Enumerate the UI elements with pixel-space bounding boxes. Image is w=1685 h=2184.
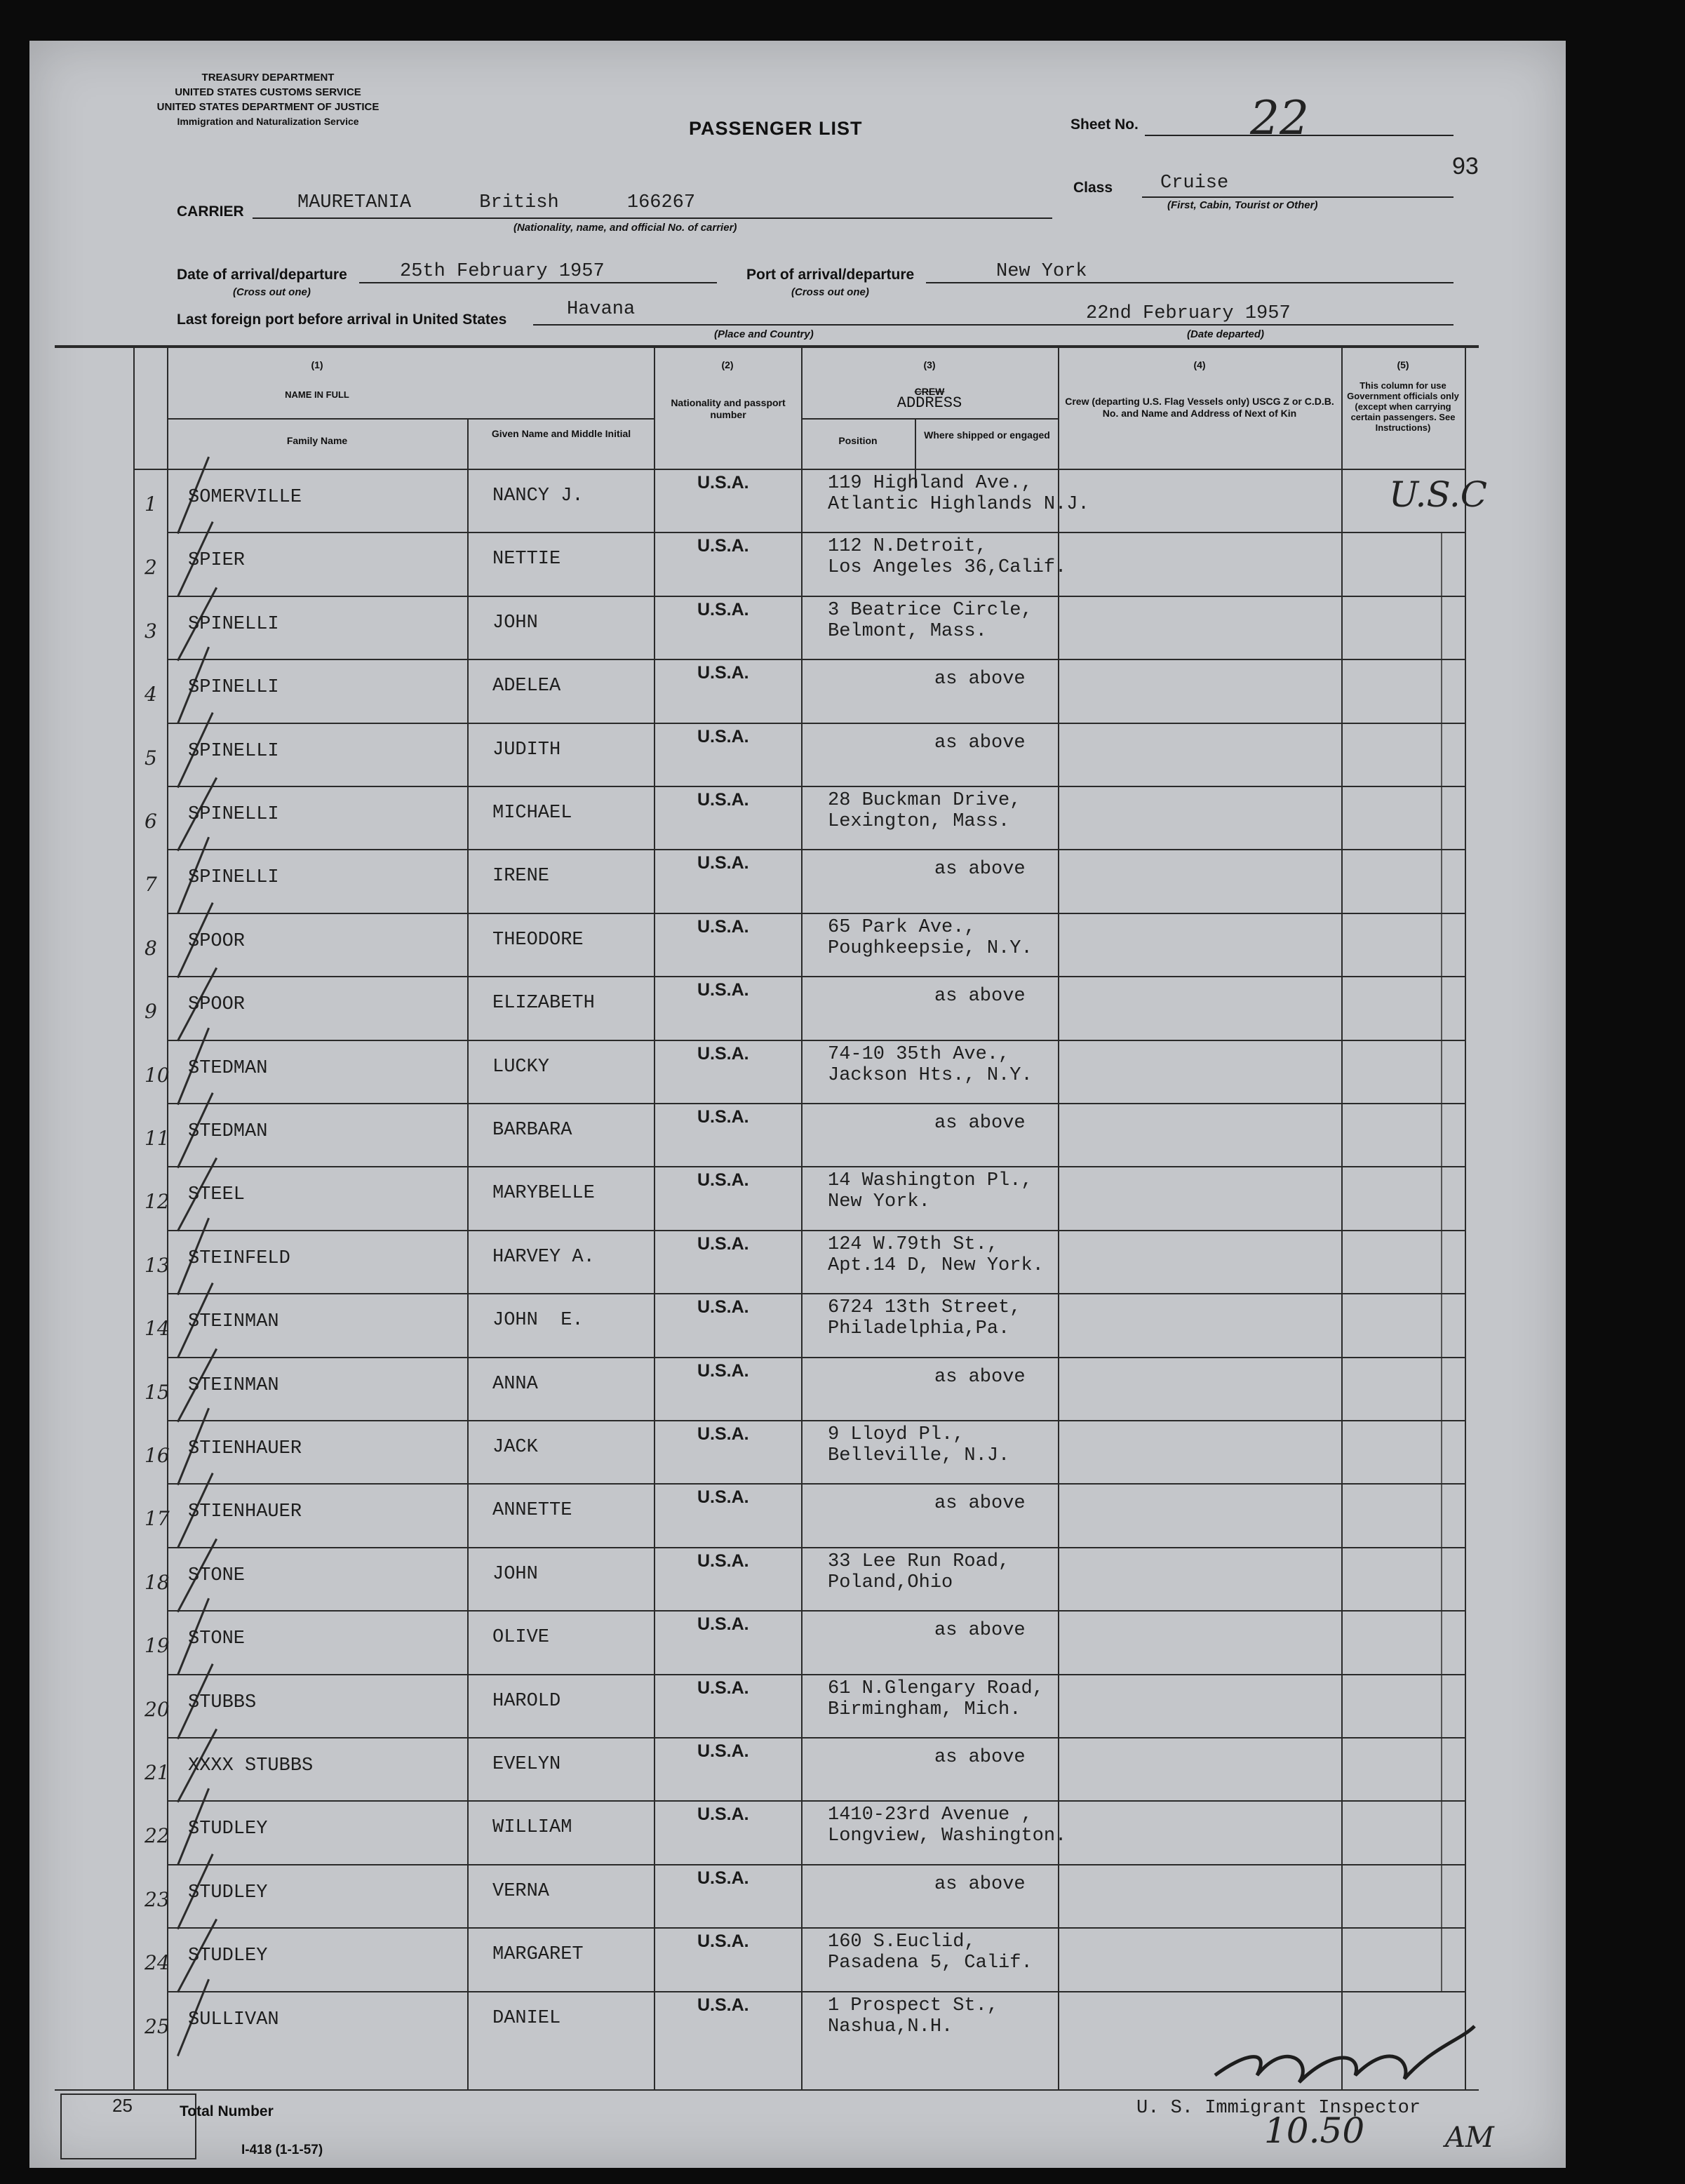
col-position: Position — [838, 435, 878, 446]
port-underline — [926, 282, 1454, 283]
last-port-note: (Place and Country) — [714, 328, 814, 340]
row-rule — [167, 723, 1465, 724]
nationality: U.S.A. — [697, 1804, 749, 1825]
family-name: SPINELLI — [188, 613, 279, 635]
given-name: ADELEA — [492, 676, 561, 697]
row-number: 16 — [145, 1444, 170, 1467]
address-line-2: Lexington, Mass. — [828, 811, 1010, 832]
nationality: U.S.A. — [697, 916, 749, 937]
col1-title: NAME IN FULL — [285, 389, 349, 400]
rule-left — [133, 348, 135, 2091]
arrival-underline — [359, 282, 717, 283]
row-number: 3 — [145, 619, 157, 643]
address-line-1: as above — [934, 1493, 1026, 1515]
col1-num: (1) — [311, 359, 323, 370]
port-note: (Cross out one) — [791, 286, 869, 298]
family-name: STEINMAN — [188, 1374, 279, 1396]
given-name: ELIZABETH — [492, 993, 595, 1014]
rule-gov-left — [1341, 348, 1343, 2091]
family-name: SULLIVAN — [188, 2009, 279, 2030]
date-departed-underline — [1026, 324, 1454, 326]
usc-annotation: U.S.C — [1389, 474, 1488, 515]
row-number: 11 — [145, 1127, 170, 1150]
given-name: OLIVE — [492, 1627, 550, 1649]
family-name: STEDMAN — [188, 1057, 268, 1079]
nationality: U.S.A. — [697, 1741, 749, 1761]
family-name: SPINELLI — [188, 677, 279, 699]
address-line-1: 74-10 35th Ave., — [828, 1043, 1010, 1065]
row-rule — [167, 976, 1465, 977]
row-number: 9 — [145, 1000, 157, 1024]
address-line-2: New York. — [828, 1191, 930, 1213]
given-name: ANNETTE — [492, 1500, 572, 1522]
row-rule — [167, 1230, 1465, 1231]
carrier-note: (Nationality, name, and official No. of carrier) — [513, 222, 737, 234]
agency-line: Immigration and Naturalization Service — [177, 116, 359, 127]
col5-title: This column for use Government officials only (except when carrying certain passengers. See Instructions) — [1347, 380, 1459, 433]
nationality: U.S.A. — [697, 1233, 749, 1254]
carrier-value: MAURETANIA British 166267 — [297, 192, 696, 213]
row-number: 12 — [145, 1190, 170, 1214]
nationality: U.S.A. — [697, 1360, 749, 1381]
col3-title: ADDRESS — [897, 394, 962, 412]
row-rule — [167, 1800, 1465, 1802]
address-line-1: 1410-23rd Avenue , — [828, 1804, 1033, 1826]
address-line-1: 1 Prospect St., — [828, 1995, 999, 2016]
address-line-2: Birmingham, Mich. — [828, 1699, 1021, 1720]
am-note: AM — [1445, 2122, 1494, 2154]
row-number: 4 — [145, 683, 157, 706]
family-name: STUDLEY — [188, 1818, 268, 1840]
given-name: EVELYN — [492, 1754, 561, 1775]
agency-line: UNITED STATES DEPARTMENT OF JUSTICE — [156, 101, 380, 113]
family-name: STONE — [188, 1628, 246, 1650]
row-number: 19 — [145, 1634, 170, 1658]
row-rule — [167, 1293, 1465, 1294]
row-number: 1 — [145, 493, 157, 516]
address-line-1: 160 S.Euclid, — [828, 1931, 976, 1953]
family-name: STUBBS — [188, 1691, 257, 1713]
nationality: U.S.A. — [697, 980, 749, 1000]
given-name: JOHN — [492, 1563, 538, 1585]
row-rule — [167, 1674, 1465, 1675]
address-line-1: as above — [934, 986, 1026, 1007]
address-line-1: as above — [934, 1620, 1026, 1642]
row-number: 22 — [145, 1824, 170, 1848]
given-name: ANNA — [492, 1373, 538, 1395]
address-line-1: as above — [934, 669, 1026, 690]
row-rule — [167, 1864, 1465, 1865]
row-rule — [167, 786, 1465, 787]
row-number: 17 — [145, 1507, 170, 1531]
nationality: U.S.A. — [697, 599, 749, 619]
given-name: DANIEL — [492, 2007, 561, 2029]
row-rule — [167, 1103, 1465, 1104]
given-name: JACK — [492, 1437, 538, 1458]
given-name: MICHAEL — [492, 803, 572, 824]
row-rule — [167, 1737, 1465, 1739]
nationality: U.S.A. — [697, 1868, 749, 1888]
col3-num: (3) — [923, 359, 936, 370]
col-where: Where shipped or engaged — [924, 429, 1050, 441]
row-rule — [167, 1040, 1465, 1041]
nationality: U.S.A. — [697, 1043, 749, 1064]
address-line-2: Los Angeles 36,Calif. — [828, 557, 1067, 579]
row-rule — [167, 849, 1465, 850]
passenger-list-sheet — [29, 41, 1566, 2168]
row-number: 20 — [145, 1697, 170, 1721]
total-value: 25 — [112, 2095, 133, 2116]
family-name: STEDMAN — [188, 1121, 268, 1142]
family-name: SPIER — [188, 550, 246, 572]
row-number: 10 — [145, 1063, 170, 1087]
agency-header — [72, 70, 464, 129]
sheet-label: Sheet No. — [1070, 116, 1139, 133]
nationality: U.S.A. — [697, 1931, 749, 1952]
carrier-label: CARRIER — [177, 203, 244, 220]
address-line-1: 61 N.Glengary Road, — [828, 1677, 1044, 1699]
row-rule — [167, 659, 1465, 660]
given-name: NETTIE — [492, 549, 561, 570]
address-line-1: 112 N.Detroit, — [828, 536, 987, 558]
family-name: STUDLEY — [188, 1882, 268, 1903]
family-name: STIENHAUER — [188, 1438, 302, 1459]
given-name: NANCY J. — [492, 485, 584, 507]
family-name: SPINELLI — [188, 740, 279, 762]
address-line-2: Nashua,N.H. — [828, 2016, 953, 2037]
row-number: 13 — [145, 1253, 170, 1277]
arrival-label: Date of arrival/departure — [177, 267, 347, 283]
given-name: IRENE — [492, 866, 550, 887]
row-number: 24 — [145, 1951, 170, 1975]
family-name: SPOOR — [188, 994, 246, 1016]
row-number: 14 — [145, 1317, 170, 1341]
given-name: THEODORE — [492, 929, 584, 951]
total-label: Total Number — [180, 2103, 274, 2119]
family-name: SPINELLI — [188, 804, 279, 825]
given-name: HAROLD — [492, 1690, 561, 1712]
nationality: U.S.A. — [697, 473, 749, 493]
row-rule — [167, 1357, 1465, 1358]
row-rule — [167, 913, 1465, 914]
address-line-1: 119 Highland Ave., — [828, 473, 1033, 494]
rule-nat-left — [654, 348, 655, 2091]
address-line-2: Apt.14 D, New York. — [828, 1254, 1044, 1276]
row-number: 25 — [145, 2014, 170, 2038]
col4-title: Crew (departing U.S. Flag Vessels only) USCG Z or C.D.B. No. and Name and Address of Next of Kin — [1065, 396, 1334, 419]
col5-num: (5) — [1397, 359, 1409, 370]
address-line-1: 9 Lloyd Pl., — [828, 1424, 965, 1445]
nationality: U.S.A. — [697, 1677, 749, 1698]
given-name: JOHN — [492, 612, 538, 634]
port-value: New York — [996, 261, 1087, 282]
nationality: U.S.A. — [697, 1424, 749, 1444]
rule-right — [1465, 348, 1466, 2091]
table-top-rule — [55, 345, 1479, 348]
row-number: 5 — [145, 746, 157, 770]
family-name: SPOOR — [188, 930, 246, 952]
nationality: U.S.A. — [697, 1170, 749, 1191]
address-line-2: Poland,Ohio — [828, 1572, 953, 1593]
address-line-1: as above — [934, 859, 1026, 880]
address-line-2: Belleville, N.J. — [828, 1445, 1010, 1466]
address-line-1: as above — [934, 1113, 1026, 1134]
row-number: 15 — [145, 1380, 170, 1404]
address-line-1: 3 Beatrice Circle, — [828, 599, 1033, 621]
date-departed-note: (Date departed) — [1187, 328, 1265, 340]
family-name: SOMERVILLE — [188, 487, 302, 508]
class-underline — [1142, 196, 1454, 198]
row-number: 7 — [145, 873, 157, 897]
given-name: LUCKY — [492, 1056, 550, 1078]
family-name: STUDLEY — [188, 1945, 268, 1967]
given-name: JUDITH — [492, 739, 561, 761]
col3-crew: CREW — [914, 386, 945, 397]
given-name: BARBARA — [492, 1120, 572, 1141]
address-line-1: 14 Washington Pl., — [828, 1170, 1033, 1192]
family-name: STEINMAN — [188, 1311, 279, 1333]
page-title: PASSENGER LIST — [689, 118, 863, 139]
row-number: 2 — [145, 556, 157, 580]
class-value: Cruise — [1160, 173, 1229, 194]
address-line-1: 33 Lee Run Road, — [828, 1550, 1010, 1572]
nationality: U.S.A. — [697, 1995, 749, 2015]
address-line-2: Philadelphia,Pa. — [828, 1318, 1010, 1340]
given-name: JOHN E. — [492, 1310, 584, 1332]
row-rule — [167, 596, 1465, 597]
col2-num: (2) — [721, 359, 734, 370]
row-number: 8 — [145, 936, 157, 960]
form-id: I-418 (1-1-57) — [241, 2143, 323, 2157]
last-port-underline — [533, 324, 1038, 326]
rule-header-bottom — [133, 469, 1465, 470]
time-note: 10.50 — [1264, 2110, 1365, 2151]
col-given: Given Name and Middle Initial — [491, 428, 631, 439]
family-name: STEINFELD — [188, 1247, 290, 1269]
row-rule — [167, 1927, 1465, 1929]
address-line-2: Longview, Washington. — [828, 1825, 1067, 1847]
inspector-label: U. S. Immigrant Inspector — [1136, 2098, 1421, 2119]
family-name: STONE — [188, 1565, 246, 1586]
address-line-2: Jackson Hts., N.Y. — [828, 1064, 1033, 1086]
given-name: HARVEY A. — [492, 1246, 595, 1268]
rule-addr-sub — [801, 418, 1058, 420]
row-number: 6 — [145, 810, 157, 833]
nationality: U.S.A. — [697, 663, 749, 683]
arrival-value: 25th February 1957 — [400, 261, 605, 282]
row-rule — [167, 532, 1465, 533]
rule-addr-left — [801, 348, 803, 2091]
col2-title: Nationality and passport number — [671, 397, 786, 420]
port-label: Port of arrival/departure — [746, 267, 915, 283]
nationality: U.S.A. — [697, 726, 749, 746]
address-line-1: as above — [934, 1873, 1026, 1895]
row-rule — [167, 1483, 1465, 1485]
family-name: STIENHAUER — [188, 1501, 302, 1523]
nationality: U.S.A. — [697, 536, 749, 556]
row-number: 23 — [145, 1887, 170, 1911]
date-departed-value: 22nd February 1957 — [1086, 303, 1291, 324]
col-family: Family Name — [286, 435, 348, 446]
family-name: STEEL — [188, 1184, 246, 1206]
address-line-2: Poughkeepsie, N.Y. — [828, 937, 1033, 959]
nationality: U.S.A. — [697, 1487, 749, 1508]
class-note: (First, Cabin, Tourist or Other) — [1167, 199, 1318, 211]
nationality: U.S.A. — [697, 1107, 749, 1127]
given-name: WILLIAM — [492, 1817, 572, 1839]
address-line-1: 65 Park Ave., — [828, 916, 976, 938]
given-name: MARYBELLE — [492, 1183, 595, 1205]
address-line-1: 28 Buckman Drive, — [828, 790, 1021, 811]
address-line-1: as above — [934, 732, 1026, 753]
given-name: MARGARET — [492, 1944, 584, 1966]
nationality: U.S.A. — [697, 1550, 749, 1571]
nationality: U.S.A. — [697, 790, 749, 810]
last-port-value: Havana — [567, 299, 636, 320]
address-line-1: as above — [934, 1366, 1026, 1388]
agency-line: TREASURY DEPARTMENT — [201, 72, 335, 83]
given-name: VERNA — [492, 1880, 550, 1902]
row-rule — [167, 1166, 1465, 1167]
carrier-underline — [253, 217, 1052, 219]
address-line-1: as above — [934, 1747, 1026, 1768]
family-name: XXXX STUBBS — [188, 1755, 314, 1776]
last-port-label: Last foreign port before arrival in United States — [177, 311, 507, 328]
address-line-1: 6724 13th Street, — [828, 1297, 1021, 1319]
agency-line: UNITED STATES CUSTOMS SERVICE — [175, 86, 361, 98]
page-number: 93 — [1452, 153, 1479, 180]
inspector-signature — [1180, 1998, 1503, 2096]
row-number: 18 — [145, 1570, 170, 1594]
family-name: SPINELLI — [188, 867, 279, 889]
row-rule — [167, 1420, 1465, 1421]
nationality: U.S.A. — [697, 1297, 749, 1318]
rule-faint-right — [1441, 532, 1442, 1991]
address-line-2: Belmont, Mass. — [828, 620, 987, 642]
row-rule — [167, 1547, 1465, 1548]
row-rule — [167, 1610, 1465, 1612]
rule-name-sub — [167, 418, 654, 420]
rule-family-given — [467, 418, 469, 2091]
nationality: U.S.A. — [697, 853, 749, 873]
arrival-note: (Cross out one) — [233, 286, 311, 298]
col4-num: (4) — [1193, 359, 1206, 370]
sheet-number: 22 — [1250, 91, 1309, 145]
address-line-1: 124 W.79th St., — [828, 1233, 999, 1255]
row-number: 21 — [145, 1761, 170, 1784]
address-line-2: Atlantic Highlands N.J. — [828, 494, 1089, 515]
row-rule — [167, 1991, 1465, 1992]
address-line-2: Pasadena 5, Calif. — [828, 1952, 1033, 1974]
nationality: U.S.A. — [697, 1614, 749, 1635]
class-label: Class — [1073, 180, 1113, 196]
